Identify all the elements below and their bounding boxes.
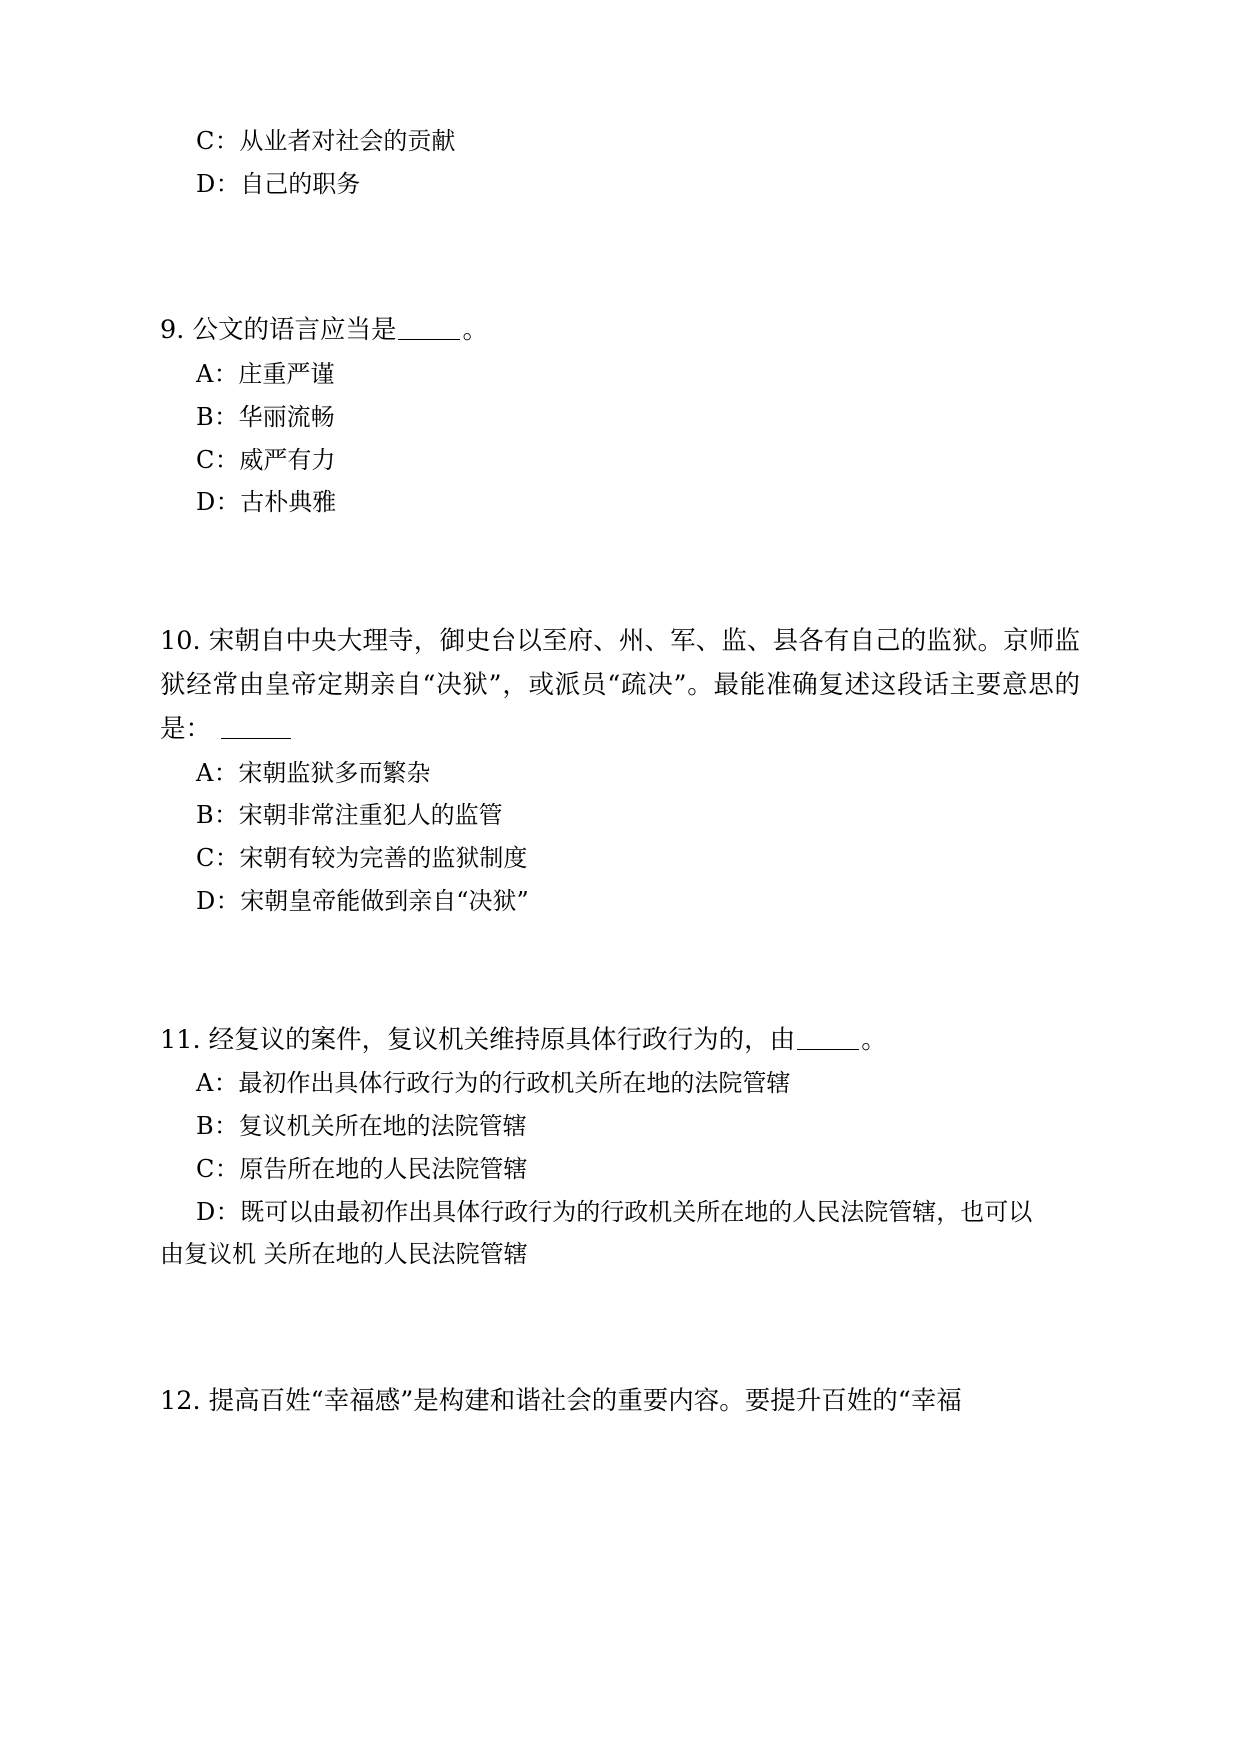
option-text: 华丽流畅 bbox=[238, 403, 335, 432]
list-item bbox=[160, 481, 1080, 524]
option-text-continued: 由复议机 关所在地的人民法院管辖 bbox=[160, 1240, 528, 1269]
option-label: D： bbox=[196, 169, 241, 198]
spacer bbox=[160, 1276, 1080, 1380]
list-item bbox=[160, 794, 1080, 837]
question-stem bbox=[160, 620, 1080, 752]
option-text: 既可以由最初作出具体行政行为的行政机关所在地的人民法院管辖，也可以 bbox=[240, 1197, 1033, 1226]
option-list bbox=[160, 353, 1080, 524]
list-item bbox=[160, 1105, 1080, 1148]
list-item bbox=[160, 1191, 1080, 1276]
list-item bbox=[160, 1148, 1080, 1191]
option-text: 原告所在地的人民法院管辖 bbox=[239, 1154, 528, 1183]
option-label: C： bbox=[196, 445, 240, 474]
option-list bbox=[160, 752, 1080, 923]
option-text: 从业者对社会的贡献 bbox=[239, 127, 456, 155]
option-text: 宋朝有较为完善的监狱制度 bbox=[239, 844, 528, 873]
option-label: D： bbox=[196, 1197, 241, 1226]
question-number: 12. bbox=[160, 1386, 201, 1417]
option-text: 复议机关所在地的法院管辖 bbox=[238, 1112, 527, 1141]
question-10 bbox=[160, 620, 1080, 922]
question-number: 9. bbox=[160, 315, 185, 346]
question-text-tail: 。 bbox=[462, 315, 488, 346]
list-item bbox=[160, 120, 1080, 163]
option-label: A： bbox=[196, 360, 239, 389]
option-label: B： bbox=[196, 403, 239, 432]
option-text: 最初作出具体行政行为的行政机关所在地的法院管辖 bbox=[238, 1069, 791, 1098]
option-text: 宋朝皇帝能做到亲自“决狱” bbox=[240, 886, 529, 915]
question-stem bbox=[160, 1019, 1080, 1063]
answer-blank bbox=[797, 1049, 859, 1050]
answer-blank bbox=[398, 339, 460, 340]
question-9 bbox=[160, 309, 1080, 524]
question-number: 10. bbox=[160, 626, 201, 657]
question-text: 提高百姓“幸福感”是构建和谐社会的重要内容。要提升百姓的“幸福 bbox=[208, 1386, 962, 1417]
option-label: A： bbox=[196, 1069, 239, 1098]
option-label: D： bbox=[196, 886, 241, 915]
question-text: 宋朝自中央大理寺，御史台以至府、州、军、监、县各有自己的监狱。京师监狱经常由皇帝定期亲自“决狱”，或派员“疏决”。最能准确复述这段话主要意思的是： bbox=[160, 626, 1080, 744]
question-text-tail: 。 bbox=[861, 1024, 887, 1055]
list-item bbox=[160, 880, 1080, 923]
option-label: B： bbox=[196, 1112, 239, 1141]
option-label: C： bbox=[196, 1154, 240, 1183]
question-text: 公文的语言应当是 bbox=[192, 315, 397, 346]
option-text: 宋朝监狱多而繁杂 bbox=[238, 758, 431, 787]
question-text: 经复议的案件，复议机关维持原具体行政行为的，由 bbox=[208, 1024, 796, 1055]
option-label: D： bbox=[196, 488, 241, 517]
answer-blank bbox=[221, 738, 291, 739]
question-11 bbox=[160, 1019, 1080, 1276]
option-label: A： bbox=[196, 758, 239, 787]
list-item bbox=[160, 396, 1080, 439]
option-list bbox=[160, 1062, 1080, 1276]
spacer bbox=[160, 923, 1080, 1019]
list-item bbox=[160, 163, 1080, 206]
question-stem bbox=[160, 1380, 1080, 1424]
list-item bbox=[160, 837, 1080, 880]
question-number: 11. bbox=[160, 1024, 201, 1055]
question-12 bbox=[160, 1380, 1080, 1424]
option-text: 古朴典雅 bbox=[240, 488, 337, 517]
option-text: 自己的职务 bbox=[240, 169, 361, 198]
option-text: 宋朝非常注重犯人的监管 bbox=[238, 801, 503, 830]
option-label: B： bbox=[196, 801, 239, 830]
option-text: 庄重严谨 bbox=[238, 360, 335, 389]
spacer bbox=[160, 205, 1080, 309]
question-stem bbox=[160, 309, 1080, 353]
list-item bbox=[160, 752, 1080, 795]
list-item bbox=[160, 1062, 1080, 1105]
carryover-option-list bbox=[160, 120, 1080, 205]
option-label: C： bbox=[196, 127, 240, 155]
option-text: 威严有力 bbox=[239, 445, 336, 474]
spacer bbox=[160, 524, 1080, 620]
list-item bbox=[160, 439, 1080, 482]
list-item bbox=[160, 353, 1080, 396]
option-label: C： bbox=[196, 844, 240, 873]
